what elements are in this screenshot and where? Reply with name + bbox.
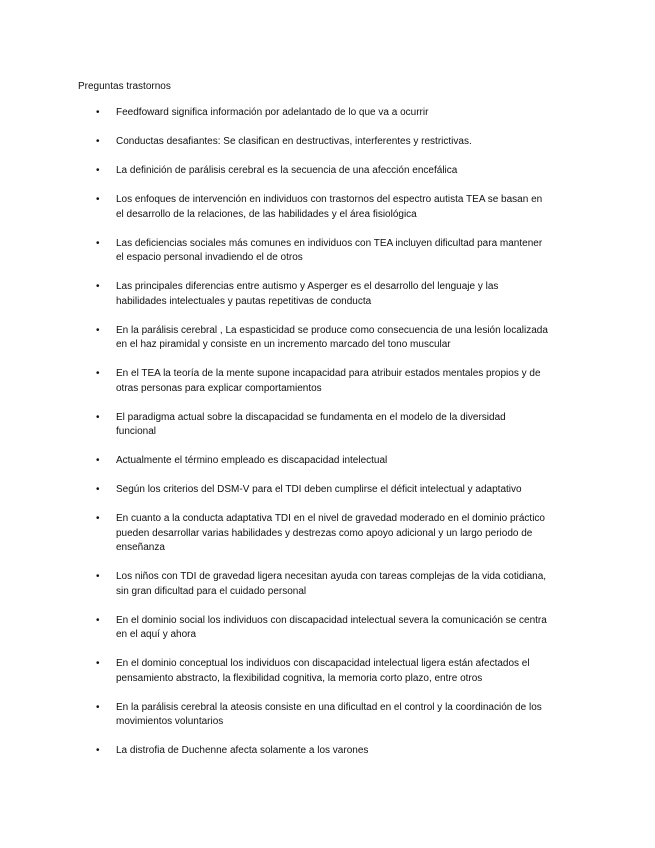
list-item-text: En la parálisis cerebral la ateosis consiste en una dificultad en el control y la coordinación de los	[116, 701, 542, 713]
bullet-list	[0, 106, 655, 773]
list-item-text: En cuanto a la conducta adaptativa TDI en el nivel de gravedad moderado en el dominio práctico	[116, 513, 545, 524]
list-item-text: el desarrollo de la relaciones, de las habilidades y el área fisiológica	[116, 208, 417, 220]
list-item	[0, 657, 655, 686]
list-item-text: El paradigma actual sobre la discapacidad se fundamenta en el modelo de la diversidad	[116, 411, 506, 423]
list-item	[0, 614, 655, 643]
list-item-text: pensamiento abstracto, la flexibilidad cognitiva, la memoria corto plazo, entre otros	[116, 672, 483, 684]
list-item	[0, 701, 655, 730]
list-item	[0, 483, 655, 498]
bullet-icon: •	[96, 513, 100, 524]
list-item-text: La distrofia de Duchenne afecta solamente a los varones	[116, 745, 369, 756]
list-item	[0, 454, 655, 469]
bullet-icon: •	[96, 658, 100, 669]
list-item	[0, 324, 655, 353]
list-item-text: Las deficiencias sociales más comunes en individuos con TEA incluyen dificultad para mantener	[116, 237, 543, 249]
list-item-text: En la parálisis cerebral , La espasticidad se produce como consecuencia de una lesión localizada	[116, 324, 548, 336]
list-item	[0, 237, 655, 266]
bullet-icon: •	[96, 165, 100, 176]
list-item-text: Las principales diferencias entre autismo y Asperger es el desarrollo del lenguaje y las	[116, 281, 499, 292]
list-item-text: Feedfoward significa información por adelantado de lo que va a ocurrir	[116, 107, 429, 118]
list-item-text: La definición de parálisis cerebral es la secuencia de una afección encefálica	[116, 165, 458, 176]
list-item	[0, 193, 655, 222]
list-item	[0, 280, 655, 309]
bullet-icon: •	[96, 411, 100, 423]
list-item	[0, 164, 655, 179]
list-item-text: Conductas desafiantes: Se clasifican en destructivas, interferentes y restrictivas.	[116, 136, 472, 147]
list-item-text: Actualmente el término empleado es discapacidad intelectual	[116, 455, 388, 466]
list-item	[0, 106, 655, 121]
list-item-text: Los enfoques de intervención en individuos con trastornos del espectro autista TEA se basan en	[116, 194, 543, 205]
list-item-text: funcional	[116, 426, 157, 437]
list-item-text: En el dominio social los individuos con discapacidad intelectual severa la comunicación se centra	[116, 614, 547, 626]
list-item-text: En el TEA la teoría de la mente supone incapacidad para atribuir estados mentales propios y de	[116, 368, 541, 379]
bullet-icon: •	[96, 571, 100, 582]
list-item-text: En el dominio conceptual los individuos con discapacidad intelectual ligera están afectados el	[116, 658, 530, 669]
list-item	[0, 744, 655, 759]
list-item	[0, 570, 655, 599]
document-title: Preguntas trastornos	[78, 81, 171, 92]
list-item-text: pueden desarrollar varias habilidades y destrezas como apoyo adicional y un largo periodo de	[116, 527, 533, 539]
list-item	[0, 512, 655, 556]
list-item-text: enseñanza	[116, 542, 165, 553]
list-item-text: Según los criterios del DSM-V para el TDI deben cumplirse el déficit intelectual y adaptativo	[116, 484, 522, 495]
bullet-icon: •	[96, 107, 100, 118]
list-item	[0, 411, 655, 440]
bullet-icon: •	[96, 614, 100, 626]
list-item-text: habilidades intelectuales y pautas repetitivas de conducta	[116, 295, 372, 307]
list-item-text: movimientos voluntarios	[116, 716, 224, 727]
bullet-icon: •	[96, 455, 100, 466]
bullet-icon: •	[96, 281, 100, 292]
list-item	[0, 367, 655, 396]
list-item-text: Los niños con TDI de gravedad ligera necesitan ayuda con tareas complejas de la vida cotidiana,	[116, 571, 547, 582]
bullet-icon: •	[96, 194, 100, 205]
bullet-icon: •	[96, 368, 100, 379]
list-item-text: otras personas para explicar comportamientos	[116, 382, 322, 394]
list-item-text: sin gran dificultad para el cuidado personal	[116, 585, 307, 597]
bullet-icon: •	[96, 136, 100, 147]
list-item-text: el espacio personal invadiendo el de otros	[116, 252, 303, 263]
list-item-text: en el haz piramidal y consiste en un incremento marcado del tono muscular	[116, 339, 451, 350]
bullet-icon: •	[96, 745, 100, 756]
bullet-icon: •	[96, 324, 100, 336]
list-item-text: en el aquí y ahora	[116, 629, 197, 640]
bullet-icon: •	[96, 701, 100, 713]
bullet-icon: •	[96, 237, 100, 249]
bullet-icon: •	[96, 484, 100, 495]
list-item	[0, 135, 655, 150]
